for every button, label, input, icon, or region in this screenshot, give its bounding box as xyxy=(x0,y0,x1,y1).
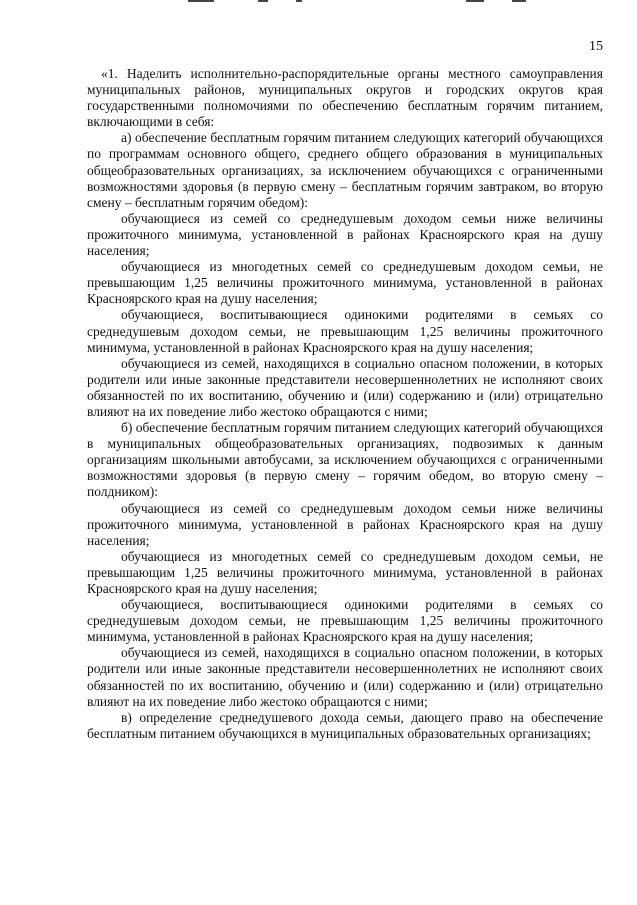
page-number: 15 xyxy=(589,39,603,54)
paragraph-category-single-parents: обучающиеся, воспитывающиеся одинокими родителями в семьях со среднедушевым доходом семьи, не превышающим 1,25 величины прожиточного минимума, установленной в районах Красноярского края на душу населения; xyxy=(87,307,603,355)
scan-mark xyxy=(188,0,214,2)
paragraph-category-single-parents: обучающиеся, воспитывающиеся одинокими родителями в семьях со среднедушевым доходом семьи, не превышающим 1,25 величины прожиточного минимума, установленной в районах Красноярского края на душу населения; xyxy=(87,597,603,645)
scan-mark xyxy=(512,0,526,2)
paragraph-category-low-income: обучающиеся из семей со среднедушевым доходом семьи ниже величины прожиточного минимума, установленной в районах Красноярского края на душу населения; xyxy=(87,210,603,259)
scan-edge-marks xyxy=(0,0,637,4)
scan-mark xyxy=(466,0,484,2)
paragraph-clause-1: «1. Наделить исполнительно-распорядительные органы местного самоуправления муниципальных районов, муниципальных округов и городских округов края государственными полномочиями по обеспечению бесплатным горячим питанием, включающими в себя: xyxy=(87,66,603,130)
paragraph-category-large-families: обучающиеся из многодетных семей со среднедушевым доходом семьи, не превышающим 1,25 величины прожиточного минимума, установленной в районах Красноярского края на душу населения; xyxy=(87,548,603,596)
paragraph-category-low-income: обучающиеся из семей со среднедушевым доходом семьи ниже величины прожиточного минимума, установленной в районах Красноярского края на душу населения; xyxy=(87,500,603,548)
scan-mark xyxy=(258,0,268,2)
paragraph-category-at-risk: обучающиеся из семей, находящихся в социально опасном положении, в которых родители или иные законные представители несовершеннолетних не исполняют своих обязанностей по их воспитанию, обучению и (или) содержанию и (или) отрицательно влияют на их поведение либо жестоко обращаются с ними; xyxy=(87,645,603,709)
paragraph-category-at-risk: обучающиеся из семей, находящихся в социально опасном положении, в которых родители или иные законные представители несовершеннолетних не исполняют своих обязанностей по их воспитанию, обучению и (или) содержанию и (или) отрицательно влияют на их поведение либо жестоко обращаются с ними; xyxy=(87,355,603,419)
paragraph-subclause-a: а) обеспечение бесплатным горячим питанием следующих категорий обучающихся по программам основного общего, среднего общего образования в муниципальных общеобразовательных организациях, за исключением обучающихся с ограниченными возможностями здоровья (в первую смену – бесплатным горячим завтраком, во вторую смену – бесплатным горячим обедом): xyxy=(87,130,603,210)
paragraph-subclause-b: б) обеспечение бесплатным горячим питанием следующих категорий обучающихся в муниципальных общеобразовательных организациях, подвозимых к данным организациям школьными автобусами, за исключением обучающихся с ограниченными возможностями здоровья (в первую смену – горячим обедом, во вторую смену – полдником): xyxy=(87,420,603,500)
paragraph-category-large-families: обучающиеся из многодетных семей со среднедушевым доходом семьи, не превышающим 1,25 величины прожиточного минимума, установленной в районах Красноярского края на душу населения; xyxy=(87,259,603,307)
scan-mark xyxy=(296,0,302,2)
document-body xyxy=(87,66,603,742)
paragraph-subclause-v: в) определение среднедушевого дохода семьи, дающего право на обеспечение бесплатным питанием обучающихся в муниципальных образовательных организациях; xyxy=(87,709,603,741)
